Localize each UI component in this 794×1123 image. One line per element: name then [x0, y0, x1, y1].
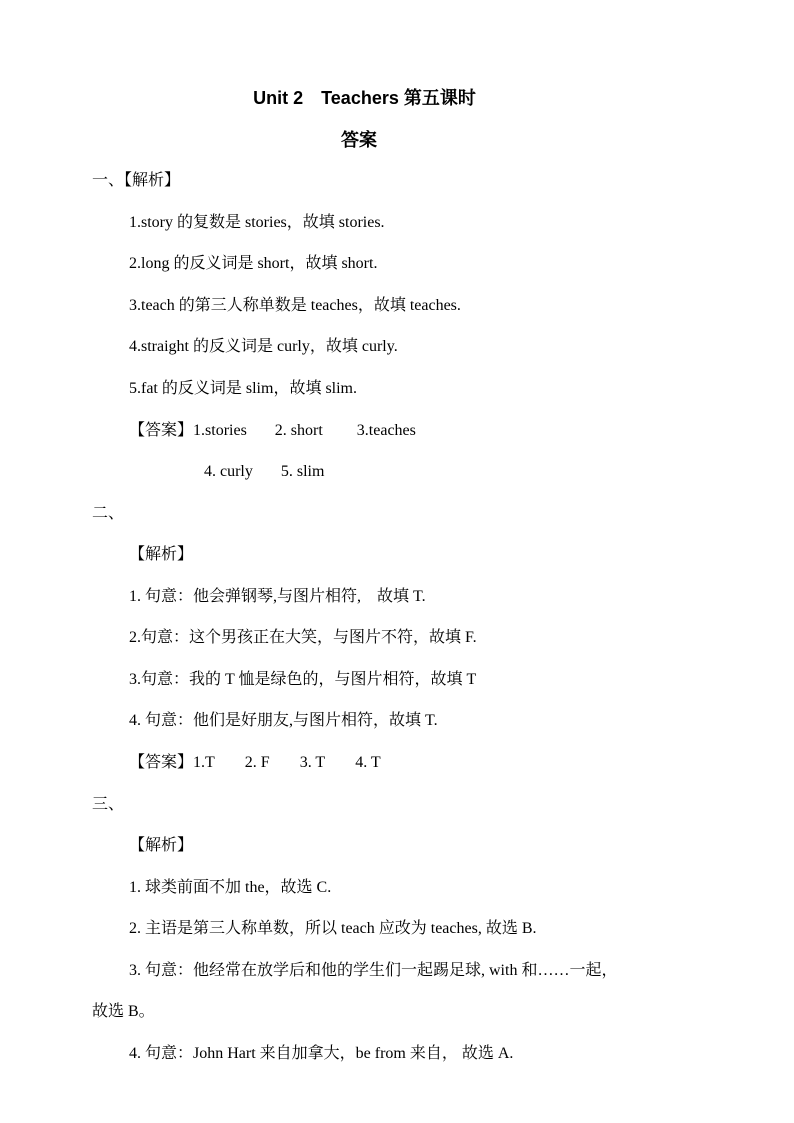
document-subtitle: 答案 — [341, 130, 377, 150]
section-2-sub-heading: 【解析】 — [129, 546, 194, 563]
section-1-answer-row-1 — [129, 421, 416, 441]
answer-label: 【答案】 — [129, 754, 194, 771]
answer-item: 2. F — [244, 754, 270, 771]
answer-item: 4. T — [355, 754, 381, 771]
section-1-line-4: 4.straight 的反义词是 curly，故填 curly. — [129, 338, 398, 355]
answer-item: 3.teaches — [356, 422, 416, 439]
section-3-line-2: 2. 主语是第三人称单数，所以 teach 应改为 teaches, 故选 B. — [129, 920, 537, 937]
document-title: Unit 2 Teachers 第五课时 — [253, 88, 476, 108]
section-3-sub-heading: 【解析】 — [129, 837, 194, 854]
answer-item: 5. slim — [280, 463, 325, 480]
section-1-line-3: 3.teach 的第三人称单数是 teaches，故填 teaches. — [129, 297, 461, 314]
section-2-answer-row — [129, 753, 381, 773]
section-2-line-1: 1. 句意：他会弹钢琴,与图片相符, 故填 T. — [129, 588, 426, 605]
section-2-line-3: 3.句意：我的 T 恤是绿色的，与图片相符，故填 T — [129, 671, 477, 688]
section-1-line-1: 1.story 的复数是 stories，故填 stories. — [129, 214, 385, 231]
section-1-line-2: 2.long 的反义词是 short，故填 short. — [129, 255, 378, 272]
answer-item: 1.T — [193, 754, 215, 771]
section-3-line-1: 1. 球类前面不加 the，故选 C. — [129, 879, 332, 896]
section-2-line-4: 4. 句意：他们是好朋友,与图片相符，故填 T. — [129, 712, 438, 729]
answer-label: 【答案】 — [129, 422, 194, 439]
section-2-line-2: 2.句意：这个男孩正在大笑，与图片不符，故填 F. — [129, 629, 477, 646]
section-3-heading: 三、 — [92, 796, 125, 813]
answer-item: 2. short — [274, 422, 323, 439]
answer-item: 4. curly — [204, 463, 253, 480]
section-3-line-4: 4. 句意：John Hart 来自加拿大，be from 来自， 故选 A. — [129, 1045, 514, 1062]
section-1-heading: 一、【解析】 — [92, 172, 181, 189]
section-1-answer-row-2 — [204, 462, 324, 482]
answer-item: 3. T — [299, 754, 326, 771]
section-3-line-3-cont: 故选 B。 — [92, 1003, 155, 1020]
section-2-heading: 二、 — [92, 505, 125, 522]
section-3-line-3: 3. 句意：他经常在放学后和他的学生们一起踢足球, with 和……一起， — [129, 962, 618, 979]
answer-item: 1.stories — [193, 422, 247, 439]
section-1-line-5: 5.fat 的反义词是 slim，故填 slim. — [129, 380, 358, 397]
